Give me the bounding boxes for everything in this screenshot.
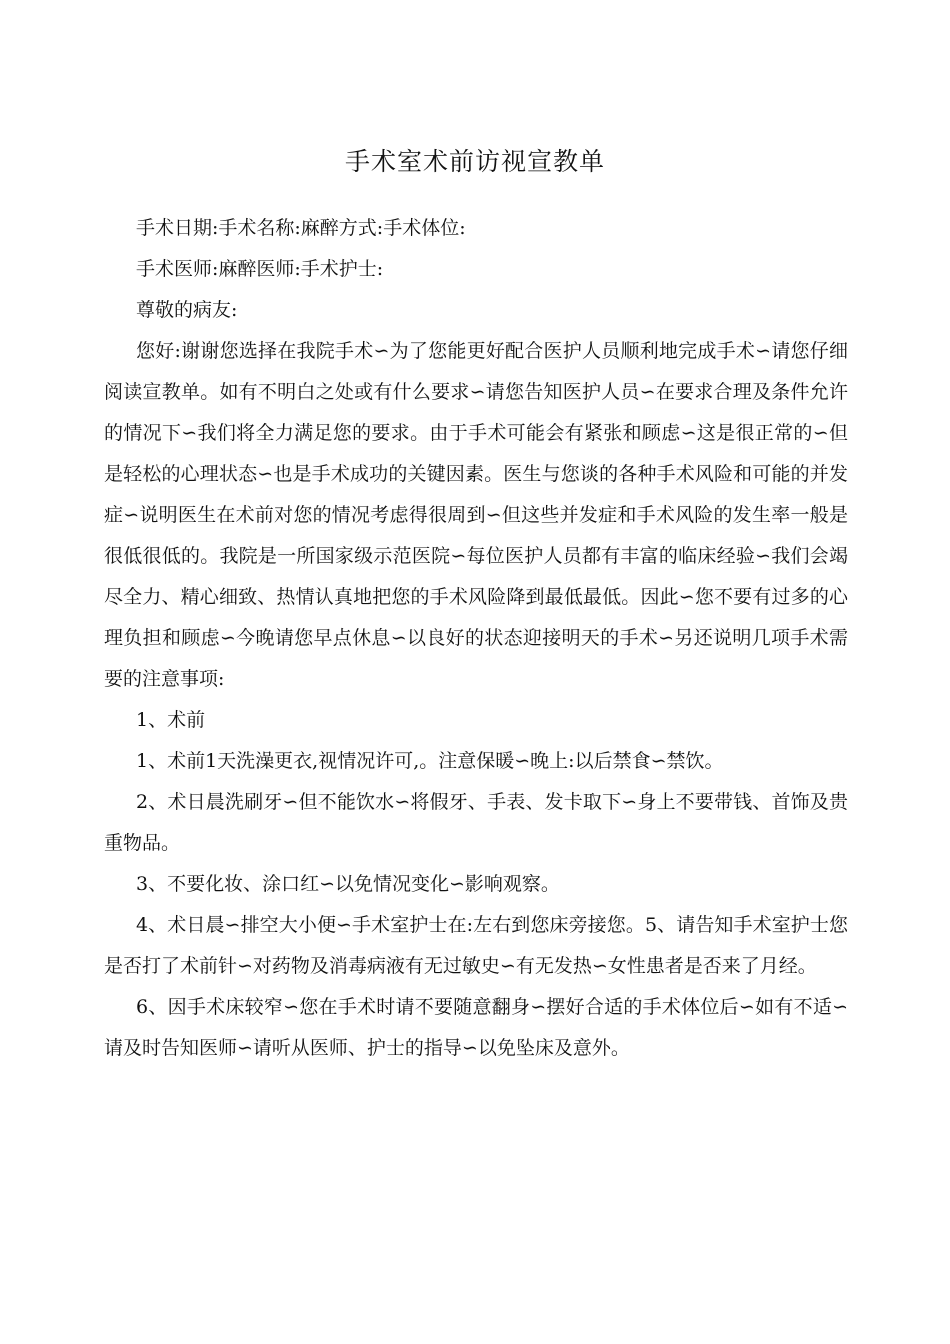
document-body — [104, 208, 848, 1069]
intro-paragraph: 您好:谢谢您选择在我院手术∽为了您能更好配合医护人员顺利地完成手术∽请您仔细阅读宣教单。如有不明白之处或有什么要求∽请您告知医护人员∽在要求合理及条件允许的情况下∽我们将全力满足您的要求。由于手术可能会有紧张和顾虑∽这是很正常的∽但是轻松的心理状态∽也是手术成功的关键因素。医生与您谈的各种手术风险和可能的并发症∽说明医生在术前对您的情况考虑得很周到∽但这些并发症和手术风险的发生率一般是很低很低的。我院是一所国家级示范医院∽每位医护人员都有丰富的临床经验∽我们会竭尽全力、精心细致、热情认真地把您的手术风险降到最低最低。因此∽您不要有过多的心理负担和顾虑∽今晚请您早点休息∽以良好的状态迎接明天的手术∽另还说明几项手术需要的注意事项: — [104, 340, 848, 690]
info-line-staff: 手术医师:麻醉医师:手术护士: — [136, 258, 384, 280]
info-line-surgery: 手术日期:手术名称:麻醉方式:手术体位: — [136, 217, 466, 239]
list-item: 1、术前1天洗澡更衣,视情况许可,。注意保暖∽晚上:以后禁食∽禁饮。 — [136, 750, 724, 772]
section-heading: 1、术前 — [136, 709, 206, 731]
list-item: 3、不要化妆、涂口红∽以免情况变化∽影响观察。 — [136, 873, 560, 895]
salutation: 尊敬的病友: — [136, 299, 238, 321]
list-item: 2、术日晨洗刷牙∽但不能饮水∽将假牙、手表、发卡取下∽身上不要带钱、首饰及贵重物品。 — [104, 791, 848, 854]
list-item: 4、术日晨∽排空大小便∽手术室护士在:左右到您床旁接您。5、请告知手术室护士您是否打了术前针∽对药物及消毒病液有无过敏史∽有无发热∽女性患者是否来了月经。 — [104, 914, 848, 977]
list-item: 6、因手术床较窄∽您在手术时请不要随意翻身∽摆好合适的手术体位后∽如有不适∽请及时告知医师∽请听从医师、护士的指导∽以免坠床及意外。 — [104, 996, 848, 1059]
document-title: 手术室术前访视宣教单 — [344, 147, 605, 176]
